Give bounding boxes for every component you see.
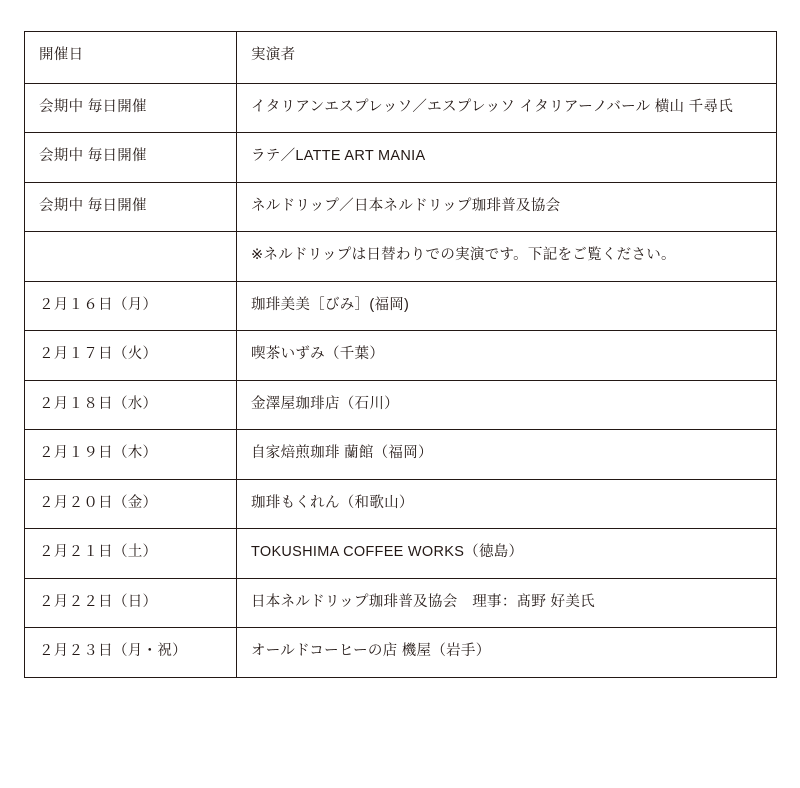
table-row xyxy=(25,430,777,479)
cell-date: ２月１６日（月） xyxy=(25,281,237,330)
cell-date: ２月１９日（木） xyxy=(25,430,237,479)
demonstration-schedule-table xyxy=(24,31,777,678)
cell-performer: ラテ／LATTE ART MANIA xyxy=(237,133,777,182)
table-row xyxy=(25,133,777,182)
cell-date: 会期中 毎日開催 xyxy=(25,84,237,133)
cell-performer: 珈琲美美［びみ］(福岡) xyxy=(237,281,777,330)
cell-date-empty xyxy=(25,232,237,281)
table-row xyxy=(25,628,777,677)
cell-performer: オールドコーヒーの店 機屋（岩手） xyxy=(237,628,777,677)
cell-note: ※ネルドリップは日替わりでの実演です。下記をご覧ください。 xyxy=(237,232,777,281)
cell-date: ２月１７日（火） xyxy=(25,331,237,380)
cell-date: ２月２０日（金） xyxy=(25,479,237,528)
cell-performer: 金澤屋珈琲店（石川） xyxy=(237,380,777,429)
cell-date: ２月２３日（月・祝） xyxy=(25,628,237,677)
table-row xyxy=(25,578,777,627)
cell-date: ２月１８日（水） xyxy=(25,380,237,429)
cell-performer: 自家焙煎珈琲 蘭館（福岡） xyxy=(237,430,777,479)
table-row xyxy=(25,182,777,231)
table-row xyxy=(25,84,777,133)
table-row xyxy=(25,380,777,429)
column-header-date: 開催日 xyxy=(25,32,237,84)
cell-performer: 日本ネルドリップ珈琲普及協会 理事：髙野 好美氏 xyxy=(237,578,777,627)
cell-performer: ネルドリップ／日本ネルドリップ珈琲普及協会 xyxy=(237,182,777,231)
cell-date: 会期中 毎日開催 xyxy=(25,182,237,231)
cell-performer: 喫茶いずみ（千葉） xyxy=(237,331,777,380)
cell-performer: TOKUSHIMA COFFEE WORKS（徳島） xyxy=(237,529,777,578)
table-row xyxy=(25,479,777,528)
table-row-note xyxy=(25,232,777,281)
cell-performer: イタリアンエスプレッソ／エスプレッソ イタリアーノバール 横山 千尋氏 xyxy=(237,84,777,133)
table-row xyxy=(25,331,777,380)
table-row xyxy=(25,281,777,330)
cell-date: ２月２１日（土） xyxy=(25,529,237,578)
cell-date: ２月２２日（日） xyxy=(25,578,237,627)
table-header-row xyxy=(25,32,777,84)
cell-date: 会期中 毎日開催 xyxy=(25,133,237,182)
cell-performer: 珈琲もくれん（和歌山） xyxy=(237,479,777,528)
table-row xyxy=(25,529,777,578)
column-header-performer: 実演者 xyxy=(237,32,777,84)
